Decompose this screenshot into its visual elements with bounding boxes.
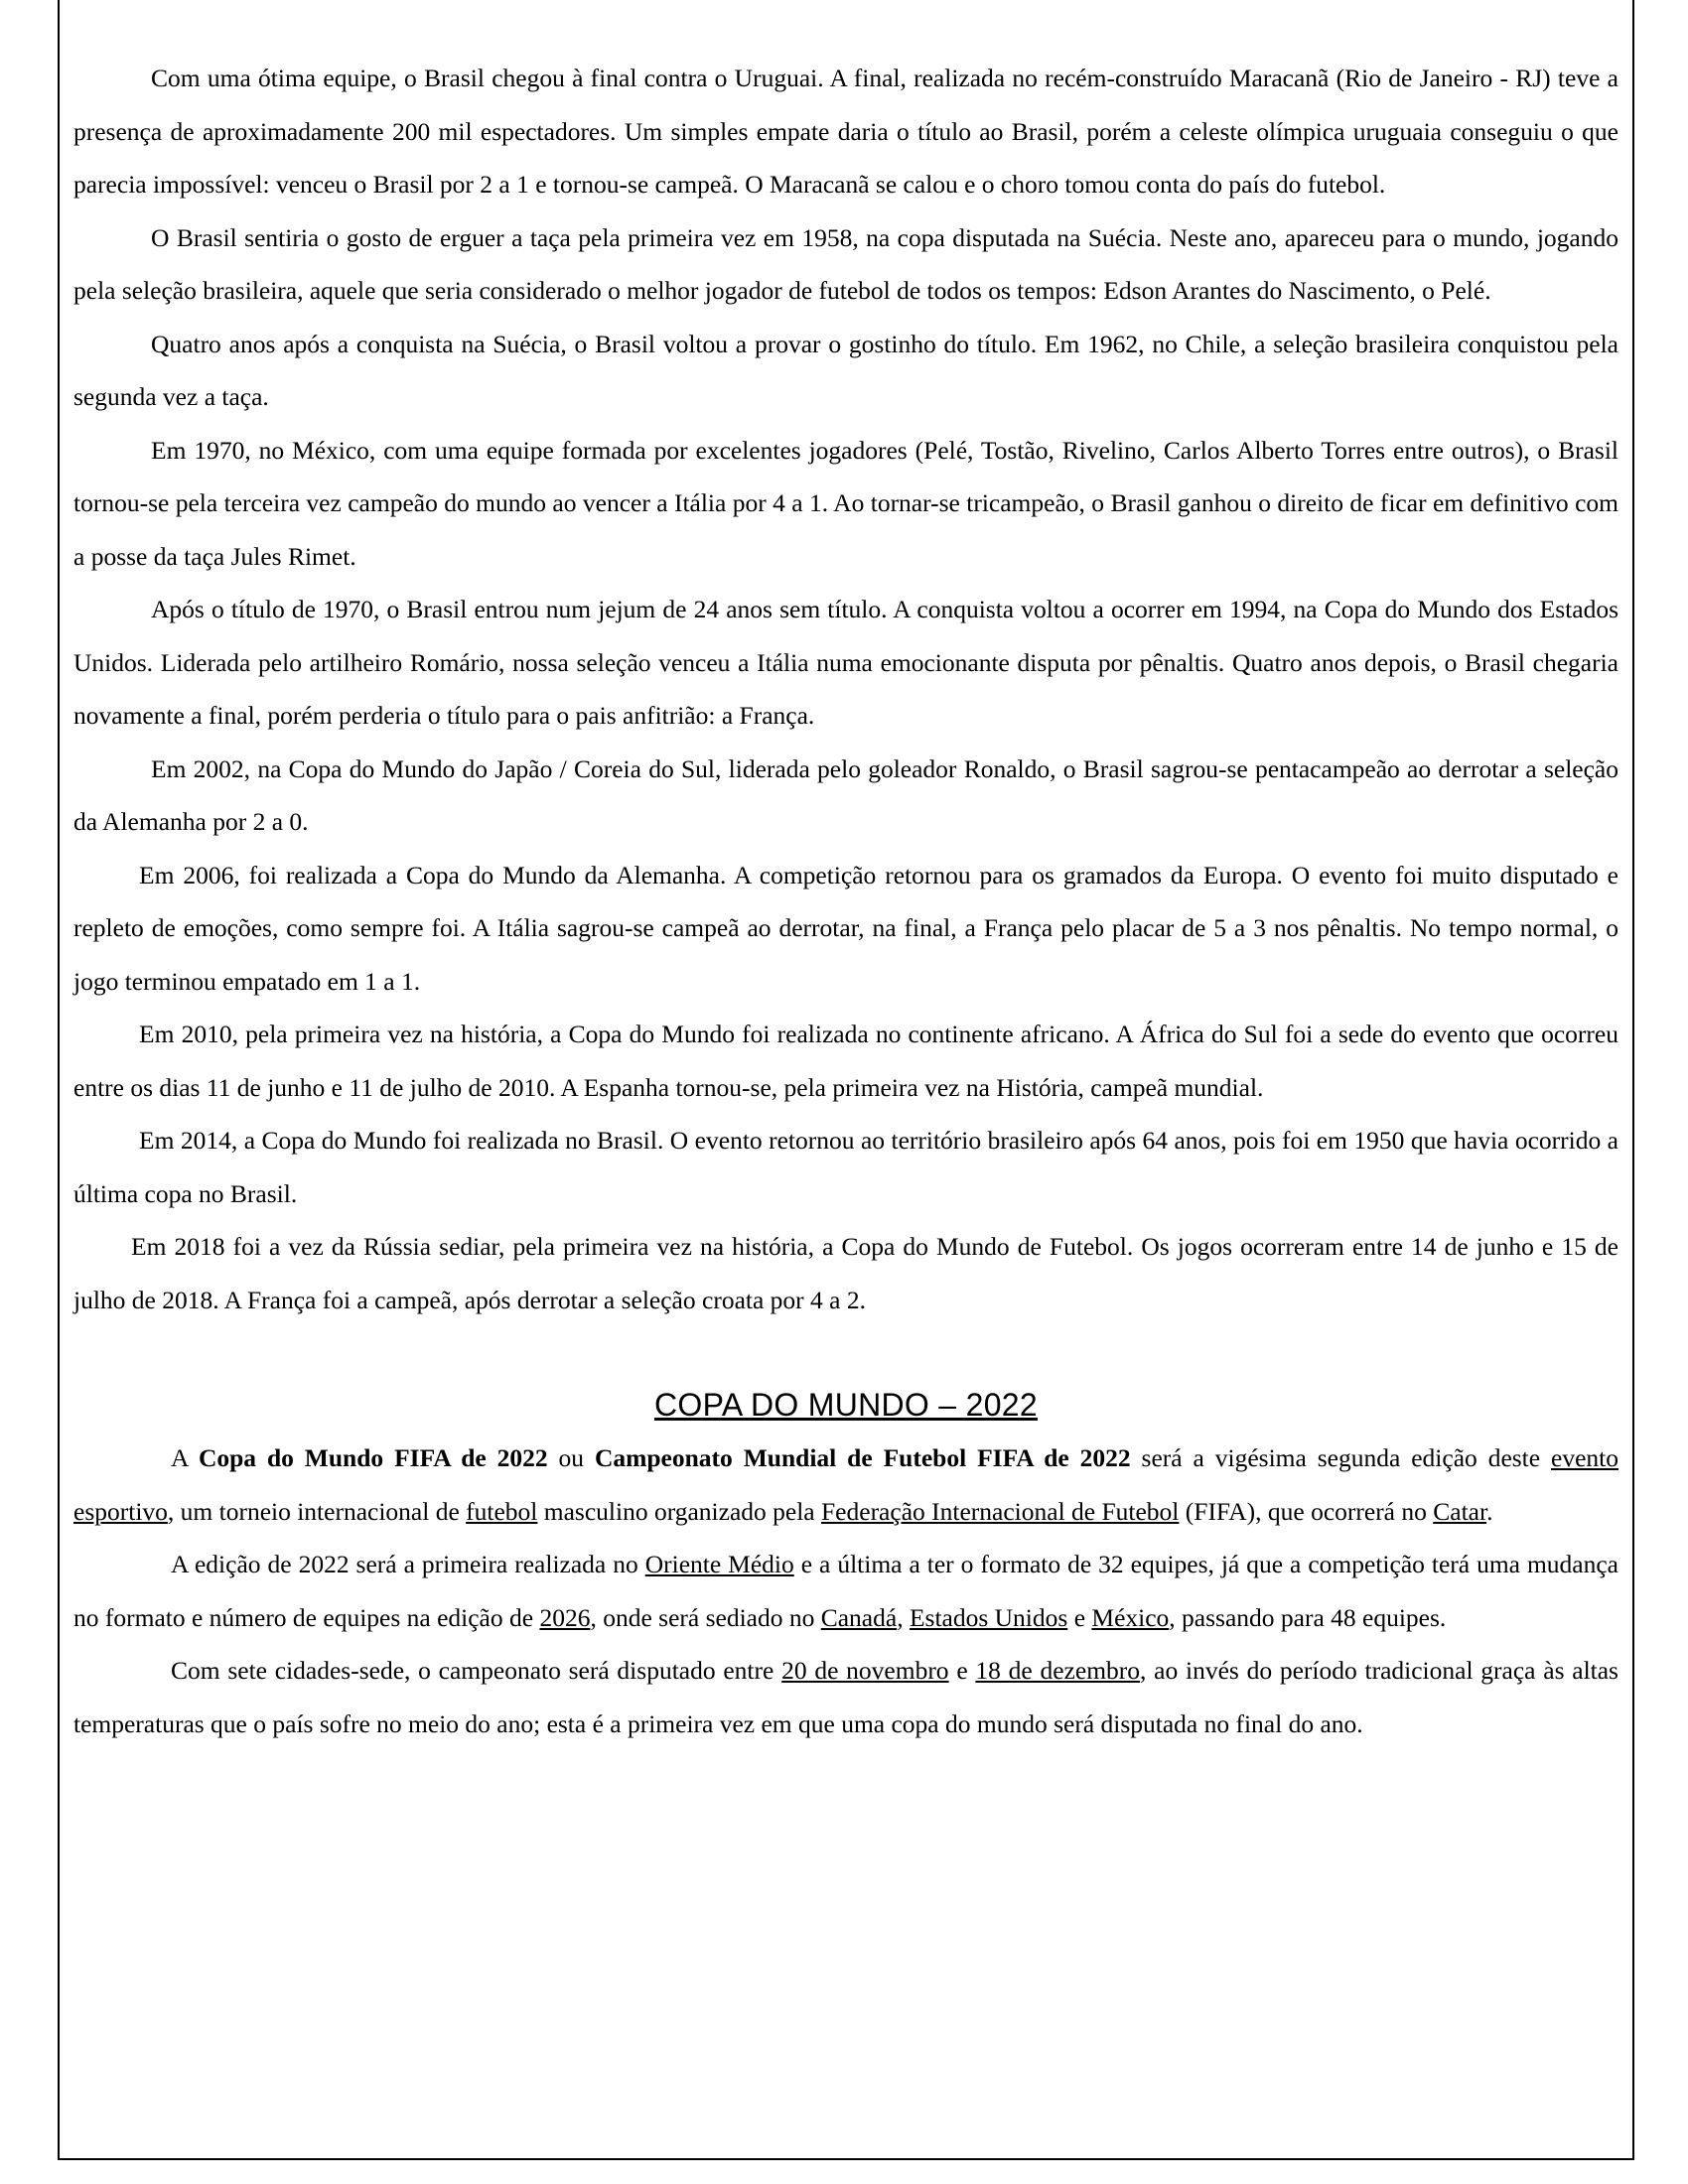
link-mexico[interactable]: México bbox=[1091, 1602, 1170, 1632]
section-title: COPA DO MUNDO – 2022 bbox=[654, 1387, 1038, 1423]
paragraph-1950-final: Com uma ótima equipe, o Brasil chegou à final contra o Uruguai. A final, realizada no recém-construído Maracanã (Rio de Janeiro - RJ) teve a presença de aproximadamente 200 mil espectadores. Um simples empate daria o título ao Brasil, porém a celeste olímpica uruguaia conseguiu o que parecia impossível: venceu o Brasil por 2 a 1 e tornou-se campeã. O Maracanã se calou e o choro tomou conta do país do futebol. bbox=[73, 64, 1618, 199]
link-evento-esportivo[interactable]: evento esportivo bbox=[73, 1443, 1618, 1526]
paragraph-2022-dates: Com sete cidades-sede, o campeonato será disputado entre 20 de novembro e 18 de dezembro, ao invés do período tradicional graça às altas temperaturas que o país sofre no meio do ano; esta é a primeira vez em que uma copa do mundo será disputada no final do ano. bbox=[73, 1656, 1618, 1738]
link-canada[interactable]: Canadá bbox=[820, 1602, 898, 1632]
link-fifa[interactable]: Federação Internacional de Futebol bbox=[821, 1496, 1180, 1526]
paragraph-1994: Após o título de 1970, o Brasil entrou num jejum de 24 anos sem título. A conquista voltou a ocorrer em 1994, na Copa do Mundo dos Estados Unidos. Liderada pelo artilheiro Romário, nossa seleção venceu a Itália numa emocionante disputa por pênaltis. Quatro anos depois, o Brasil chegaria novamente a final, porém perderia o título para o pais anfitrião: a França. bbox=[73, 595, 1618, 730]
link-18-de-dezembro[interactable]: 18 de dezembro bbox=[975, 1656, 1141, 1685]
bold-term: Copa do Mundo FIFA de 2022 bbox=[198, 1443, 548, 1472]
paragraph-1958: O Brasil sentiria o gosto de erguer a taça pela primeira vez em 1958, na copa disputada na Suécia. Neste ano, apareceu para o mundo, jogando pela seleção brasileira, aquele que seria considerado o melhor jogador de futebol de todos os tempos: Edson Arantes do Nascimento, o Pelé. bbox=[73, 222, 1618, 305]
section-spacer bbox=[73, 1326, 1618, 1379]
bold-term: Campeonato Mundial de Futebol FIFA de 2022 bbox=[594, 1443, 1131, 1472]
link-20-de-novembro[interactable]: 20 de novembro bbox=[781, 1656, 949, 1685]
link-2026[interactable]: 2026 bbox=[539, 1602, 591, 1632]
paragraph-2022-intro: A Copa do Mundo FIFA de 2022 ou Campeonato Mundial de Futebol FIFA de 2022 será a vigésima segunda edição deste evento esportivo, um torneio internacional de futebol masculino organizado pela Federação Internacional de Futebol (FIFA), que ocorrerá no Catar. bbox=[73, 1443, 1618, 1526]
paragraph-1962: Quatro anos após a conquista na Suécia, o Brasil voltou a provar o gostinho do título. Em 1962, no Chile, a seleção brasileira conquistou pela segunda vez a taça. bbox=[73, 329, 1618, 411]
link-catar[interactable]: Catar bbox=[1433, 1496, 1487, 1526]
link-futebol[interactable]: futebol bbox=[466, 1496, 538, 1526]
paragraph-2002: Em 2002, na Copa do Mundo do Japão / Coreia do Sul, liderada pelo goleador Ronaldo, o Brasil sagrou-se pentacampeão ao derrotar a seleção da Alemanha por 2 a 0. bbox=[73, 753, 1618, 836]
paragraph-2018: Em 2018 foi a vez da Rússia sediar, pela primeira vez na história, a Copa do Mundo de Futebol. Os jogos ocorreram entre 14 de junho e 15 de julho de 2018. A França foi a campeã, após derrotar a seleção croata por 4 a 2. bbox=[73, 1232, 1618, 1314]
paragraph-2010: Em 2010, pela primeira vez na história, a Copa do Mundo foi realizada no continente africano. A África do Sul foi a sede do evento que ocorreu entre os dias 11 de junho e 11 de julho de 2010. A Espanha tornou-se, pela primeira vez na História, campeã mundial. bbox=[73, 1020, 1618, 1102]
paragraph-2014: Em 2014, a Copa do Mundo foi realizada no Brasil. O evento retornou ao território brasileiro após 64 anos, pois foi em 1950 que havia ocorrido a última copa no Brasil. bbox=[73, 1126, 1618, 1208]
paragraph-2022-format: A edição de 2022 será a primeira realizada no Oriente Médio e a última a ter o formato de 32 equipes, já que a competição terá uma mudança no formato e número de equipes na edição de 2026, onde será sediado no Canadá, Estados Unidos e México, passando para 48 equipes. bbox=[73, 1550, 1618, 1632]
link-estados-unidos[interactable]: Estados Unidos bbox=[909, 1602, 1068, 1632]
document-body bbox=[73, 52, 1618, 1750]
paragraph-1970: Em 1970, no México, com uma equipe formada por excelentes jogadores (Pelé, Tostão, Rivelino, Carlos Alberto Torres entre outros), o Brasil tornou-se pela terceira vez campeão do mundo ao vencer a Itália por 4 a 1. Ao tornar-se tricampeão, o Brasil ganhou o direito de ficar em definitivo com a posse da taça Jules Rimet. bbox=[73, 435, 1618, 571]
link-oriente-medio[interactable]: Oriente Médio bbox=[644, 1550, 794, 1578]
paragraph-2006: Em 2006, foi realizada a Copa do Mundo da Alemanha. A competição retornou para os gramados da Europa. O evento foi muito disputado e repleto de emoções, como sempre foi. A Itália sagrou-se campeã ao derrotar, na final, a França pelo placar de 5 a 3 nos pênaltis. No tempo normal, o jogo terminou empatado em 1 a 1. bbox=[73, 860, 1618, 996]
